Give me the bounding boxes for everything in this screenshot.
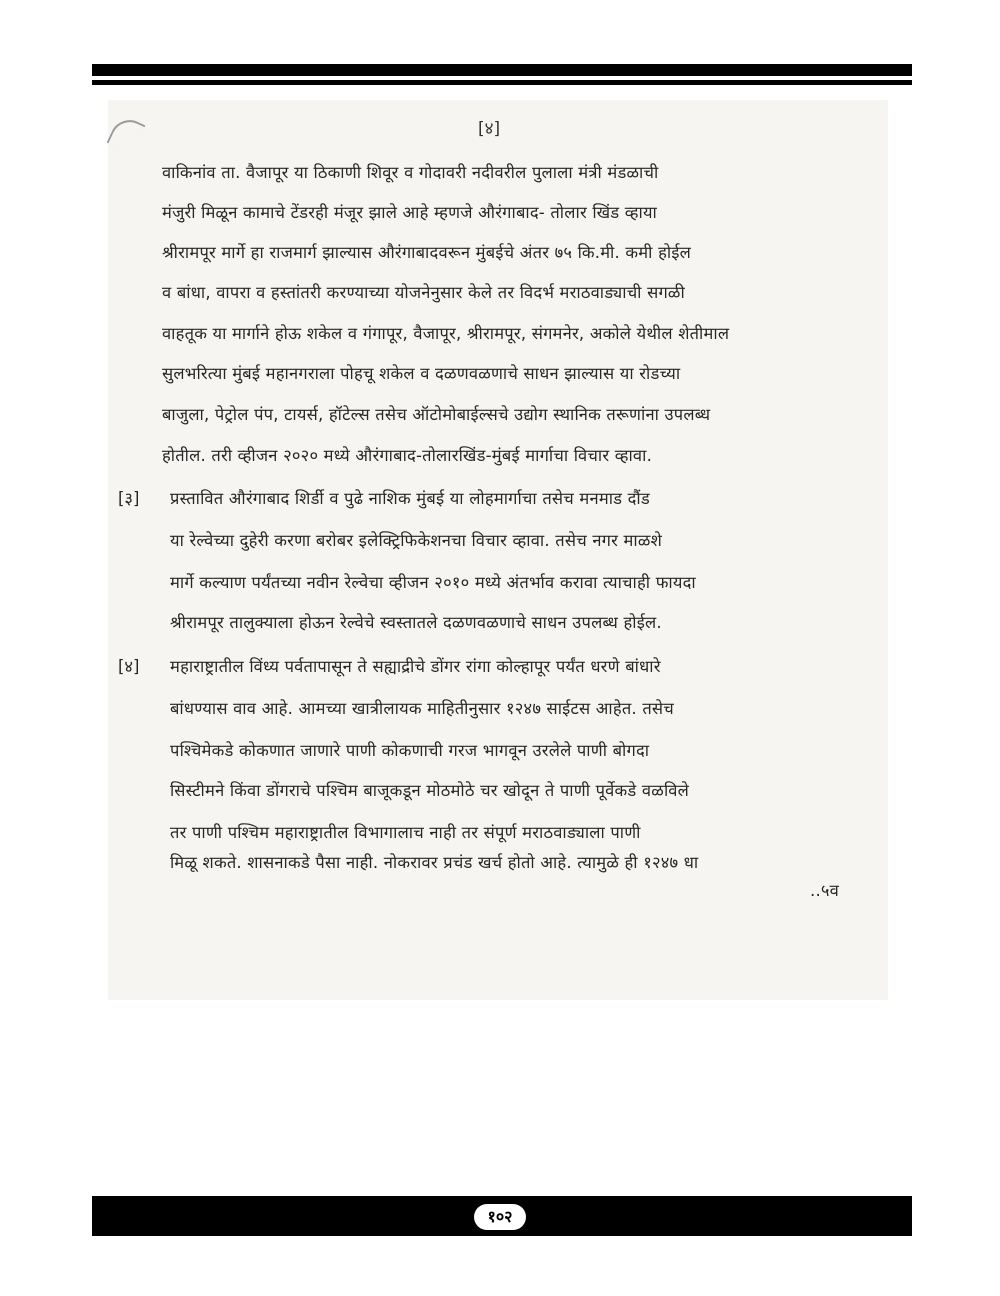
section-3-line: या रेल्वेच्या दुहेरी करणा बरोबर इलेक्ट्रिफिकेशनचा विचार व्हावा. तसेच नगर माळशे [170,531,663,550]
section-4-line: बांधण्यास वाव आहे. आमच्या खात्रीलायक माहितीनुसार १२४७ साईटस आहेत. तसेच [170,699,674,718]
section-4-line: पश्चिमेकडे कोकणात जाणारे पाणी कोकणाची गरज भागवून उरलेले पाणी बोगदा [170,741,650,760]
intro-line: वाहतूक या मार्गाने होऊ शकेल व गंगापूर, वैजापूर, श्रीरामपूर, संगमनेर, अकोले येथील शेतीमाल [162,324,730,343]
section-3-line: मार्गे कल्याण पर्यंतच्या नवीन रेल्वेचा व्हीजन २०१० मध्ये अंतर्भाव करावा त्याचाही फायदा [170,573,696,592]
section-number: [४] [118,657,140,676]
intro-line: श्रीरामपूर मार्गे हा राजमार्ग झाल्यास औरंगाबादवरून मुंबईचे अंतर ७५ कि.मी. कमी होईल [162,243,692,262]
page-marker: [४] [478,119,501,139]
intro-line: वाकिनांव ता. वैजापूर या ठिकाणी शिवूर व गोदावरी नदीवरील पुलाला मंत्री मंडळाची [162,163,659,182]
header-rule-thick [92,64,912,76]
intro-line: व बांधा, वापरा व हस्तांतरी करण्याच्या योजनेनुसार केले तर विदर्भ मराठवाड्याची सगळी [162,283,685,302]
page-number: १०२ [474,1204,526,1230]
section-3-line: प्रस्तावित औरंगाबाद शिर्डी व पुढे नाशिक मुंबई या लोहमार्गाचा तसेच मनमाड दौंड [170,489,650,508]
section-4-line: महाराष्ट्रातील विंध्य पर्वतापासून ते सह्याद्रीचे डोंगर रांगा कोल्हापूर पर्यंत धरणे बांधारे [170,657,661,676]
section-4-line: मिळू शकते. शासनाकडे पैसा नाही. नोकरावर प्रचंड खर्च होतो आहे. त्यामुळे ही १२४७ धा [170,853,699,872]
continuation-mark: ..५व [810,881,840,900]
section-number: [३] [118,489,140,508]
intro-line: बाजुला, पेट्रोल पंप, टायर्स, हॉटेल्स तसेच ऑटोमोबाईल्सचे उद्योग स्थानिक तरूणांना उपलब्ध [162,405,711,424]
section-3-line: श्रीरामपूर तालुक्याला होऊन रेल्वेचे स्वस्तातले दळणवळणाचे साधन उपलब्ध होईल. [170,613,662,632]
header-rule-thin [92,80,912,85]
intro-line: होतील. तरी व्हीजन २०२० मध्ये औरंगाबाद-तोलारखिंड-मुंबई मार्गाचा विचार व्हावा. [162,446,653,465]
intro-line: मंजुरी मिळून कामाचे टेंडरही मंजूर झाले आहे म्हणजे औरंगाबाद- तोलार खिंड व्हाया [162,203,658,222]
intro-line: सुलभरित्या मुंबई महानगराला पोहचू शकेल व दळणवळणाचे साधन झाल्यास या रोडच्या [162,364,681,383]
section-4-line: तर पाणी पश्चिम महाराष्ट्रातील विभागालाच नाही तर संपूर्ण मराठवाड्याला पाणी [170,823,641,842]
section-4-line: सिस्टीमने किंवा डोंगराचे पश्चिम बाजूकडून मोठमोठे चर खोदून ते पाणी पूर्वेकडे वळविले [170,781,690,800]
